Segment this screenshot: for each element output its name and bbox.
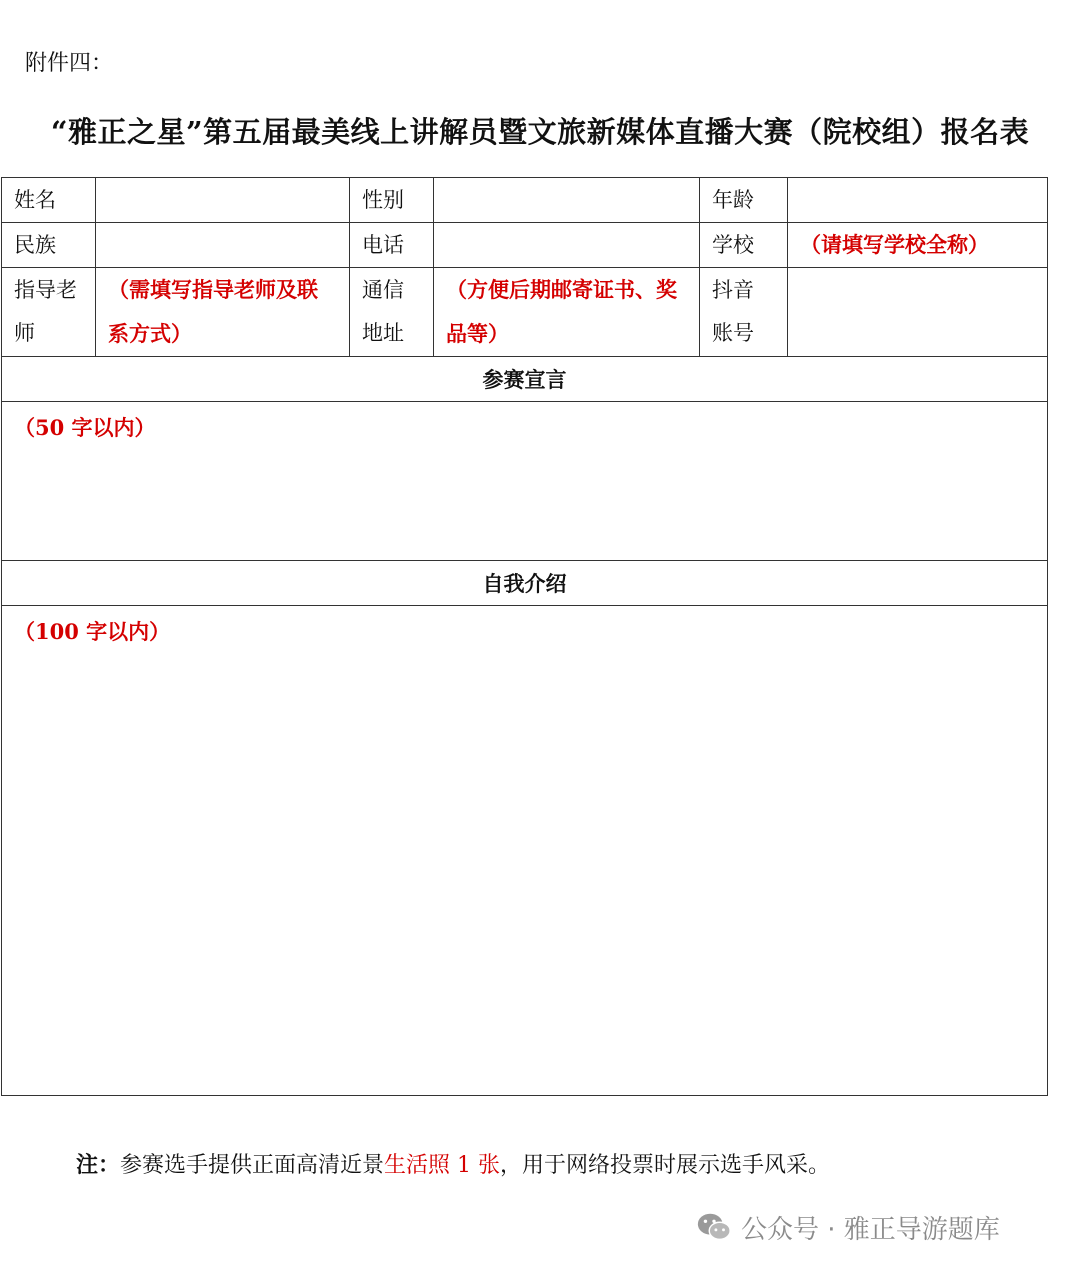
address-hint-line1: （方便后期邮寄证书、奖 [446,277,677,302]
school-hint: （请填写学校全称） [800,232,989,257]
gender-field[interactable] [434,178,700,223]
address-label [350,268,434,357]
address-label-line2: 地址 [362,321,404,345]
advisor-field[interactable] [96,268,350,357]
table-row [2,223,1048,268]
registration-table [1,177,1048,1096]
declaration-hint: （50 字以内） [14,415,156,440]
advisor-label [2,268,96,357]
table-row [2,402,1048,561]
advisor-hint-line2: 系方式） [108,321,192,346]
intro-field[interactable] [2,606,1048,1096]
advisor-label-line2: 师 [14,321,35,345]
wechat-icon [695,1208,733,1246]
table-row [2,357,1048,402]
douyin-label-line1: 抖音 [712,278,754,302]
table-row [2,268,1048,357]
attachment-label: 附件四： [25,51,114,76]
table-row [2,606,1048,1096]
name-field[interactable] [96,178,350,223]
table-row [2,561,1048,606]
douyin-field[interactable] [788,268,1048,357]
advisor-label-line1: 指导老 [14,278,77,302]
note-text-1: 参赛选手提供正面高清近景 [120,1153,385,1178]
note-text-red: 生活照 1 张 [384,1153,501,1178]
gender-label: 性别 [350,178,434,223]
name-label: 姓名 [2,178,96,223]
address-label-line1: 通信 [362,278,404,302]
douyin-label-line2: 账号 [712,321,754,345]
douyin-label [700,268,788,357]
table-row [2,178,1048,223]
school-field[interactable] [788,223,1048,268]
note-text-2: ，用于网络投票时展示选手风采。 [500,1153,831,1178]
declaration-field[interactable] [2,402,1048,561]
age-field[interactable] [788,178,1048,223]
note-prefix: 注： [76,1152,121,1178]
declaration-heading: 参赛宣言 [2,357,1048,402]
address-field[interactable] [434,268,700,357]
phone-label: 电话 [350,223,434,268]
watermark-text: 公众号 · 雅正导游题库 [741,1214,1000,1245]
school-label: 学校 [700,223,788,268]
ethnicity-label: 民族 [2,223,96,268]
intro-heading: 自我介绍 [2,561,1048,606]
intro-hint: （100 字以内） [14,619,171,644]
form-title: “雅正之星”第五届最美线上讲解员暨文旅新媒体直播大赛（院校组）报名表 [50,115,1030,149]
advisor-hint-line1: （需填写指导老师及联 [108,277,318,302]
ethnicity-field[interactable] [96,223,350,268]
footnote [76,1148,830,1179]
age-label: 年龄 [700,178,788,223]
phone-field[interactable] [434,223,700,268]
watermark [695,1208,1000,1246]
address-hint-line2: 品等） [446,321,509,346]
